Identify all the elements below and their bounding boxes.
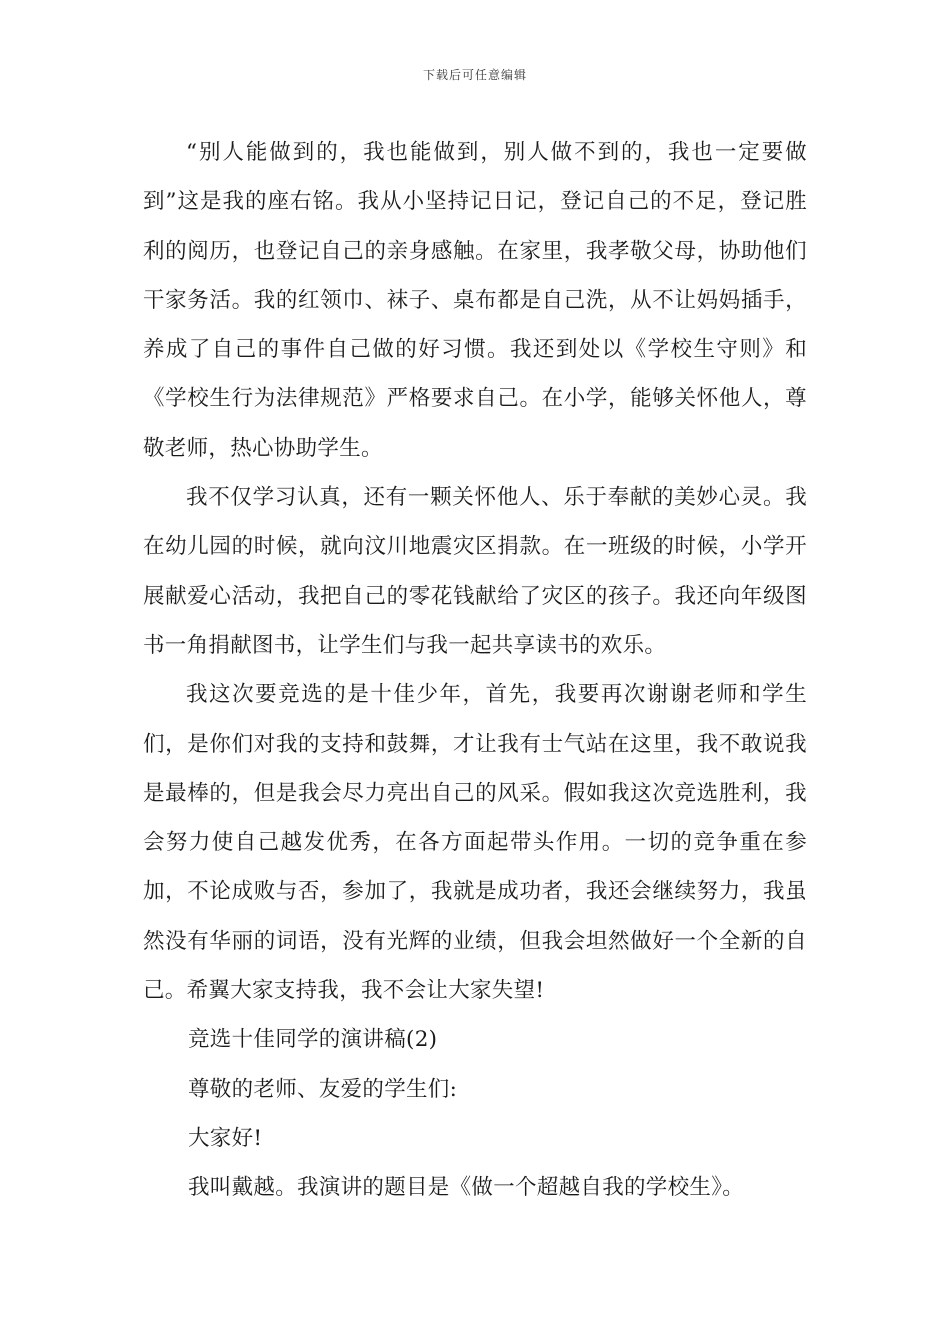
document-body — [143, 128, 807, 1213]
speech-title: 竞选十佳同学的演讲稿(2) — [188, 1027, 438, 1053]
paragraph-election: 我这次要竞选的是十佳少年，首先，我要再次谢谢老师和学生们，是你们对我的支持和鼓舞，才让我有士气站在这里，我不敢说我是最棒的，但是我会尽力亮出自己的风采。假如我这次竞选胜利，我会努力使自己越发优秀，在各方面起带头作用。一切的竞争重在参加，不论成败与否，参加了，我就是成功者，我还会继续努力，我虽然没有华丽的词语，没有光辉的业绩，但我会坦然做好一个全新的自己。希翼大家支持我，我不会让大家失望! — [143, 682, 807, 1004]
salutation: 尊敬的老师、友爱的学生们: — [188, 1076, 458, 1102]
greeting: 大家好! — [188, 1125, 263, 1151]
header-note: 下载后可任意编辑 — [422, 68, 527, 82]
paragraph-caring: 我不仅学习认真，还有一颗关怀他人、乐于奉献的美妙心灵。我在幼儿园的时候，就向汶川地震灾区捐款。在一班级的时候，小学开展献爱心活动，我把自己的零花钱献给了灾区的孩子。我还向年级图书一角捐献图书，让学生们与我一起共享读书的欢乐。 — [143, 485, 807, 658]
intro-line: 我叫戴越。我演讲的题目是《做一个超越自我的学校生》。 — [188, 1175, 745, 1201]
paragraph-motto: “别人能做到的，我也能做到，别人做不到的，我也一定要做到”这是我的座右铭。我从小坚持记日记，登记自己的不足，登记胜利的阅历，也登记自己的亲身感触。在家里，我孝敬父母，协助他们干家务活。我的红领巾、袜子、桌布都是自己洗，从不让妈妈插手，养成了自己的事件自己做的好习惯。我还到处以《学校生守则》和《学校生行为法律规范》严格要求自己。在小学，能够关怀他人，尊敬老师，热心协助学生。 — [143, 140, 807, 461]
